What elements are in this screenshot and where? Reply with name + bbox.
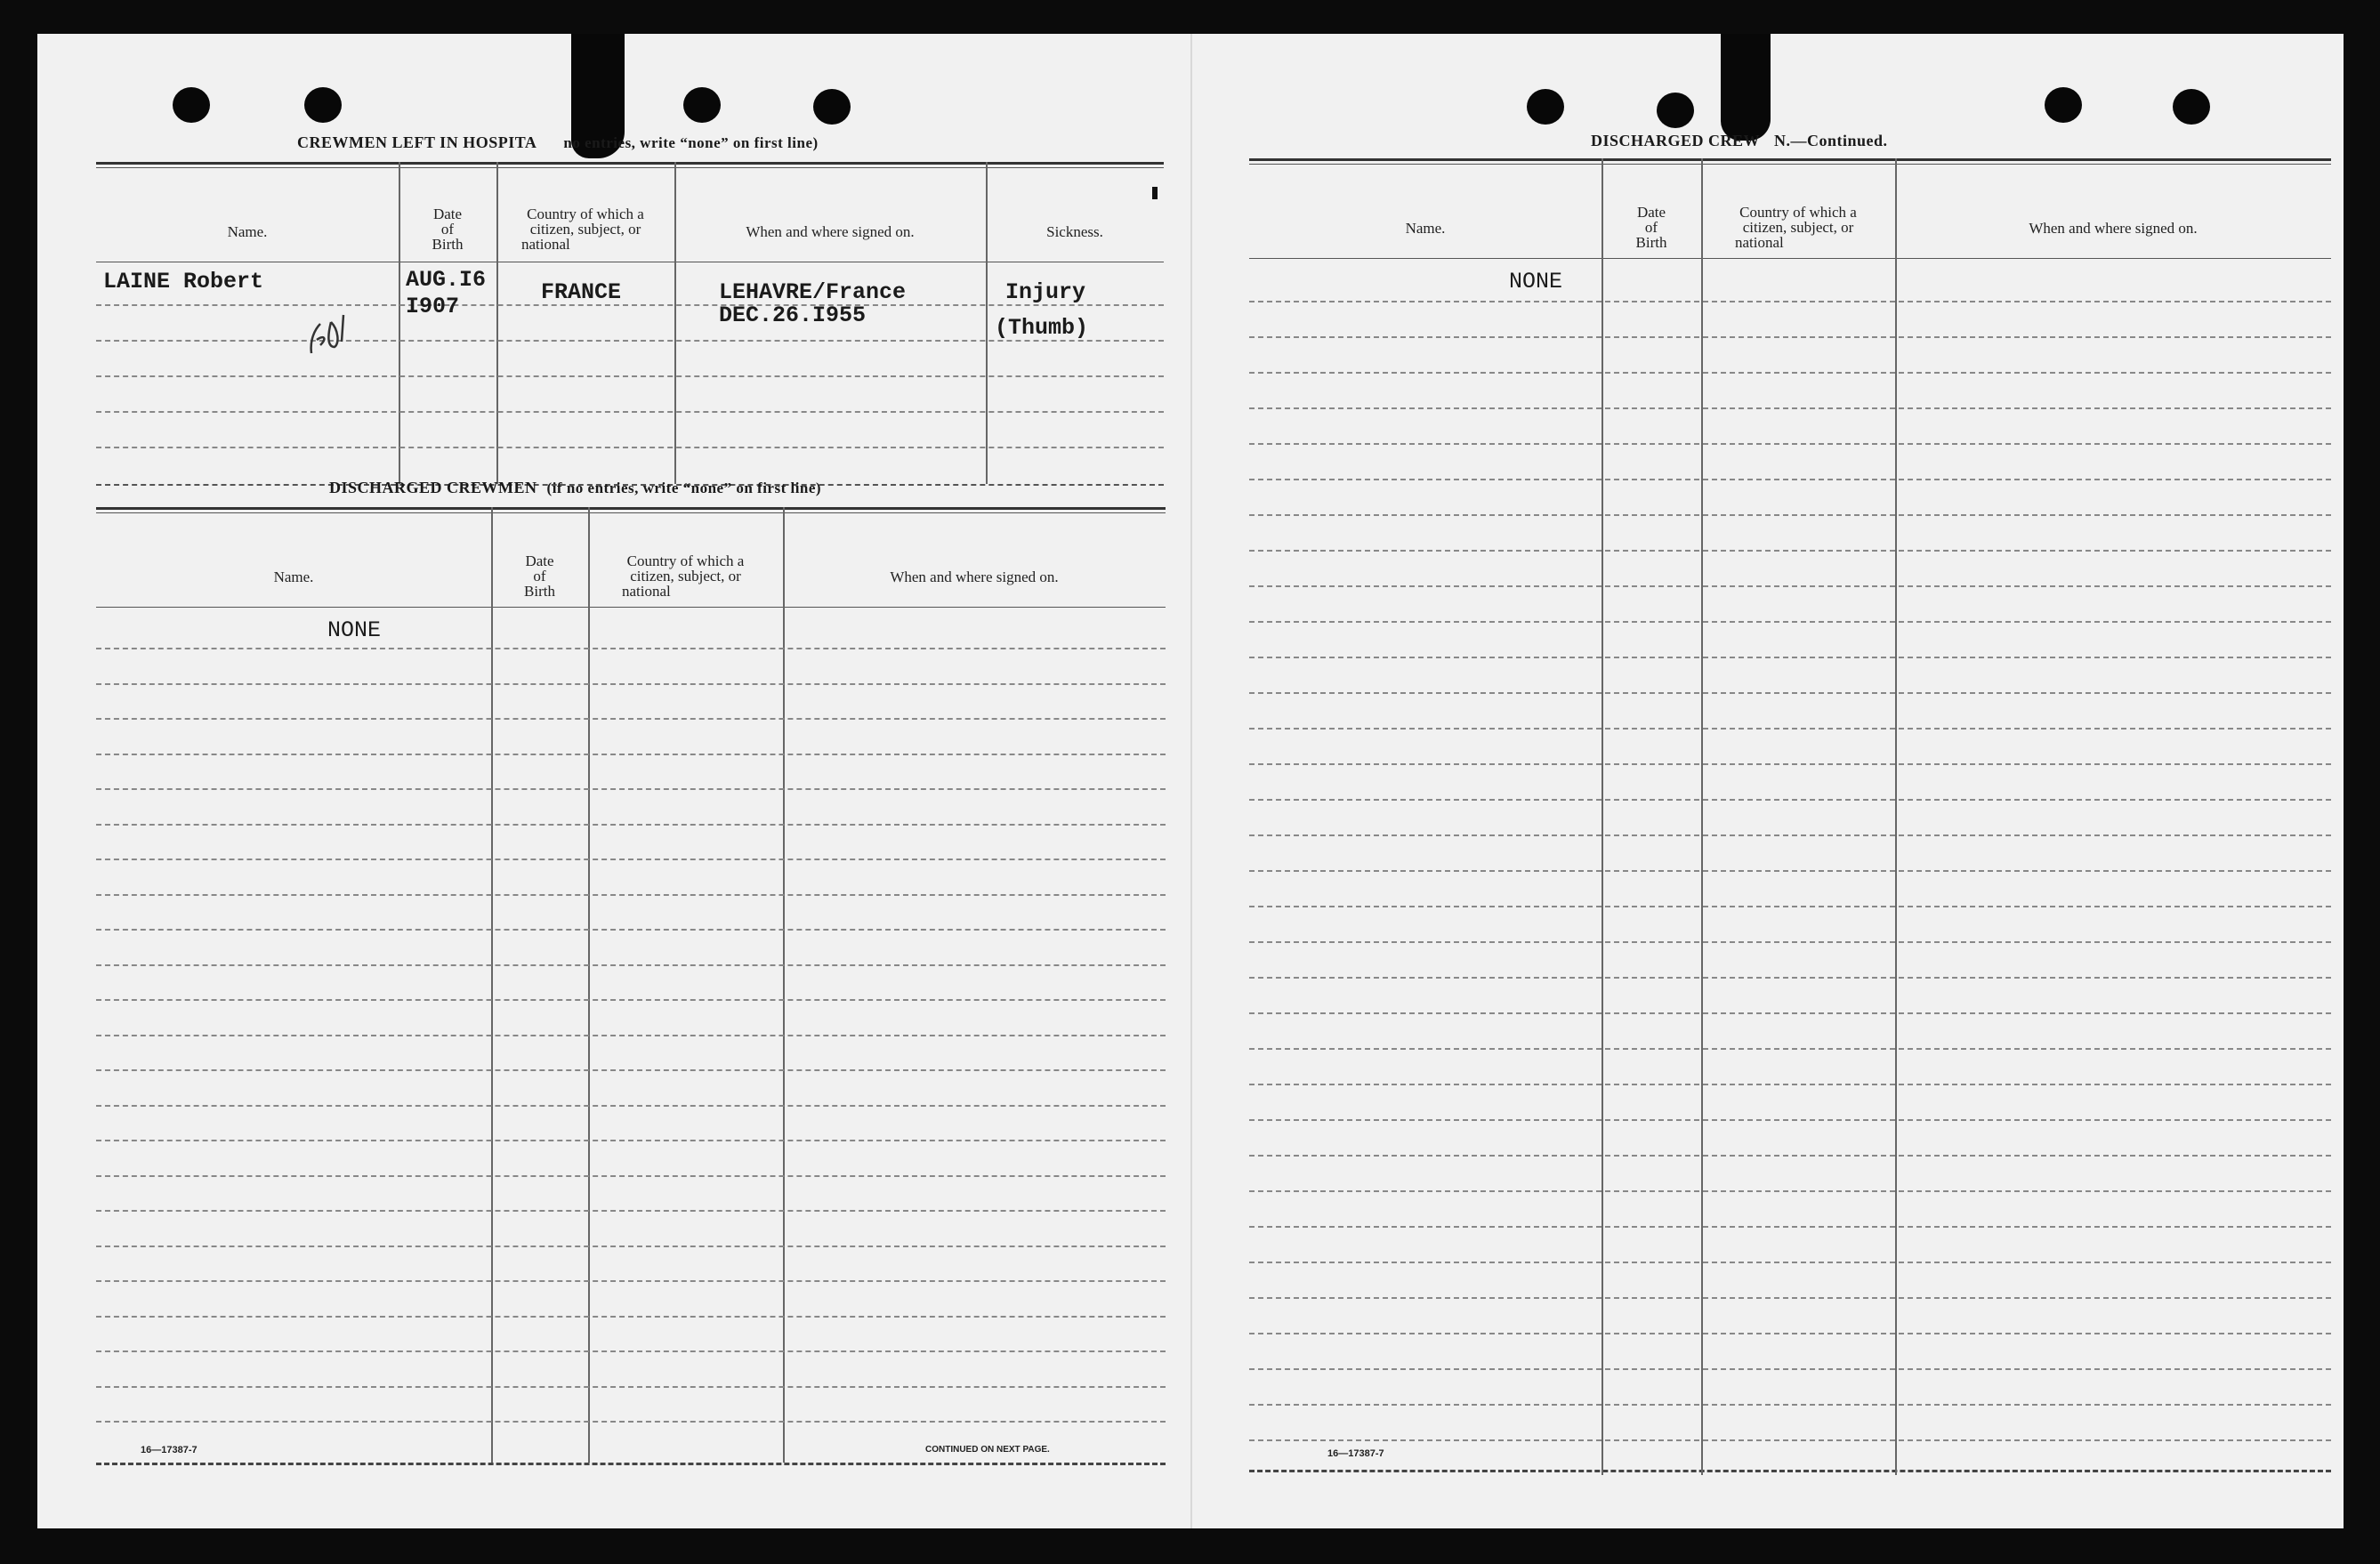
row-line <box>1249 301 2331 302</box>
crew-name-entry: LAINE Robert <box>103 269 264 294</box>
form-number: 16—17387-7 <box>141 1445 198 1455</box>
row-line <box>1249 621 2331 623</box>
row-line <box>96 304 1164 306</box>
row-line <box>1249 1297 2331 1299</box>
row-line <box>1249 799 2331 801</box>
column-header-dob <box>1601 205 1701 250</box>
table-bottom-rule <box>96 1463 1166 1465</box>
row-line <box>1249 1012 2331 1014</box>
punch-hole <box>1527 89 1564 125</box>
row-line <box>96 754 1166 755</box>
column-header-name: Name. <box>1405 220 1446 237</box>
row-line <box>96 859 1166 860</box>
discharged-section-title <box>329 479 821 497</box>
row-line <box>1249 1333 2331 1334</box>
discharged-title-note: (if no entries, write “none” on first line) <box>546 480 822 496</box>
row-line <box>96 1350 1166 1352</box>
row-line <box>1249 1262 2331 1263</box>
column-header-country <box>588 553 783 599</box>
sickness-entry-line1: Injury <box>1005 279 1086 305</box>
dob-label: Date <box>432 206 463 222</box>
document-sheet <box>37 34 2344 1528</box>
column-divider <box>674 162 676 484</box>
dob-label: of <box>440 221 455 238</box>
dob-label: Birth <box>524 583 555 600</box>
column-divider <box>1895 158 1897 1475</box>
row-line <box>1249 550 2331 552</box>
row-line <box>96 964 1166 966</box>
row-line <box>1249 1368 2331 1370</box>
column-header-sickness: Sickness. <box>1046 223 1103 240</box>
column-header-signed: When and where signed on. <box>2029 220 2198 237</box>
punch-hole <box>304 87 342 123</box>
right-page <box>1192 34 2344 1528</box>
table-top-rule <box>96 507 1166 510</box>
column-header-name: Name. <box>227 223 268 240</box>
row-line <box>1249 692 2331 694</box>
form-number: 16—17387-7 <box>1327 1448 1384 1459</box>
punch-hole <box>2045 87 2082 123</box>
continued-note: CONTINUED ON NEXT PAGE. <box>925 1445 1050 1455</box>
row-line <box>1249 372 2331 374</box>
country-label: national <box>521 236 570 253</box>
torn-paper-mark <box>1721 34 1771 141</box>
row-line <box>96 1421 1166 1423</box>
country-label: citizen, subject, or <box>529 221 641 238</box>
punch-hole <box>173 87 210 123</box>
continued-title-suffix: N.—Continued. <box>1774 132 1888 149</box>
row-line <box>1249 1226 2331 1228</box>
country-label: Country of which a <box>1739 204 1857 221</box>
row-line <box>96 788 1166 790</box>
row-line <box>1249 336 2331 338</box>
signed-entry-line1: LEHAVRE/France <box>719 279 907 305</box>
row-line <box>96 683 1166 685</box>
row-line <box>96 648 1166 649</box>
column-header-name: Name. <box>273 568 314 585</box>
table-top-rule <box>96 167 1164 168</box>
sickness-entry-line2: (Thumb) <box>995 315 1089 341</box>
column-divider <box>491 507 493 1463</box>
row-line <box>1249 407 2331 409</box>
row-line <box>1249 443 2331 445</box>
row-line <box>1249 479 2331 480</box>
continued-none-entry: NONE <box>1509 269 1563 294</box>
table-top-rule <box>96 162 1164 165</box>
country-label: national <box>622 583 671 600</box>
continued-section-title <box>1591 132 1888 150</box>
dob-entry-line1: AUG.I6 <box>406 267 487 293</box>
country-label: Country of which a <box>626 552 745 569</box>
row-line <box>96 375 1164 377</box>
row-line <box>1249 906 2331 907</box>
column-header-dob <box>399 206 496 252</box>
row-line <box>1249 1404 2331 1406</box>
row-line <box>96 1386 1166 1388</box>
row-line <box>96 1210 1166 1212</box>
hospital-section-title <box>297 133 819 152</box>
row-line <box>1249 728 2331 730</box>
country-label: national <box>1735 234 1784 251</box>
punch-hole <box>813 89 851 125</box>
continued-title-text: DISCHARGED CREW <box>1591 132 1761 149</box>
dob-label: Birth <box>1635 234 1667 251</box>
row-line <box>96 929 1166 931</box>
dob-label: Date <box>1636 204 1666 221</box>
row-line <box>1249 1439 2331 1441</box>
row-line <box>1249 941 2331 943</box>
dob-label: of <box>533 568 546 584</box>
left-page <box>37 34 1194 1528</box>
row-line <box>96 1035 1166 1036</box>
dob-label: of <box>1644 219 1658 236</box>
row-line <box>1249 1155 2331 1157</box>
row-line <box>96 411 1164 413</box>
discharged-none-entry: NONE <box>327 617 382 643</box>
row-line <box>1249 585 2331 587</box>
row-line <box>96 1140 1166 1141</box>
row-line <box>96 1175 1166 1177</box>
column-divider <box>588 507 590 1463</box>
row-line <box>1249 657 2331 658</box>
table-top-rule <box>1249 158 2331 161</box>
country-label: citizen, subject, or <box>1742 219 1854 236</box>
row-line <box>1249 1190 2331 1192</box>
row-line <box>96 824 1166 826</box>
row-line <box>1249 514 2331 516</box>
hospital-title-note: no entries, write “none” on first line) <box>563 134 819 151</box>
punch-hole <box>683 87 721 123</box>
row-line <box>96 1105 1166 1107</box>
dob-label: Birth <box>432 236 464 253</box>
country-entry: FRANCE <box>541 279 622 305</box>
column-header-signed: When and where signed on. <box>890 568 1059 585</box>
row-line <box>96 1069 1166 1071</box>
table-top-rule <box>96 512 1166 513</box>
column-header-country <box>1701 205 1895 250</box>
row-line <box>1249 870 2331 872</box>
table-bottom-rule <box>1249 1470 2331 1472</box>
continued-table <box>1249 158 2331 1475</box>
discharged-title-text: DISCHARGED CREWMEN <box>329 479 537 496</box>
column-header-signed: When and where signed on. <box>746 223 915 240</box>
row-line <box>96 1316 1166 1318</box>
row-line <box>1249 834 2331 836</box>
row-line <box>96 447 1164 448</box>
punch-hole <box>1657 93 1694 128</box>
dob-label: Date <box>525 552 554 569</box>
row-line <box>1249 1048 2331 1050</box>
discharged-table <box>96 507 1166 1470</box>
row-line <box>96 718 1166 720</box>
row-line <box>96 999 1166 1001</box>
row-line <box>96 894 1166 896</box>
column-divider <box>986 162 988 484</box>
country-label: Country of which a <box>527 206 644 222</box>
row-line <box>1249 1119 2331 1121</box>
column-divider <box>1701 158 1703 1475</box>
row-line <box>1249 1084 2331 1085</box>
signed-entry-line2: DEC.26.I955 <box>719 302 867 328</box>
dob-entry-line2: I907 <box>406 294 460 319</box>
table-top-rule <box>1249 164 2331 165</box>
row-line <box>1249 977 2331 979</box>
row-line <box>1249 763 2331 765</box>
country-label: citizen, subject, or <box>630 568 741 584</box>
column-divider <box>783 507 785 1463</box>
handwritten-initials <box>301 304 354 367</box>
row-line <box>96 1246 1166 1247</box>
column-header-dob <box>491 553 588 599</box>
column-divider <box>1601 158 1603 1475</box>
hospital-title-text: CREWMEN LEFT IN HOSPITA <box>297 133 537 151</box>
header-bottom-rule <box>1249 258 2331 259</box>
punch-hole <box>2173 89 2210 125</box>
row-line <box>96 1280 1166 1282</box>
hospital-table <box>96 162 1164 489</box>
header-bottom-rule <box>96 607 1166 608</box>
column-header-country <box>496 206 674 252</box>
